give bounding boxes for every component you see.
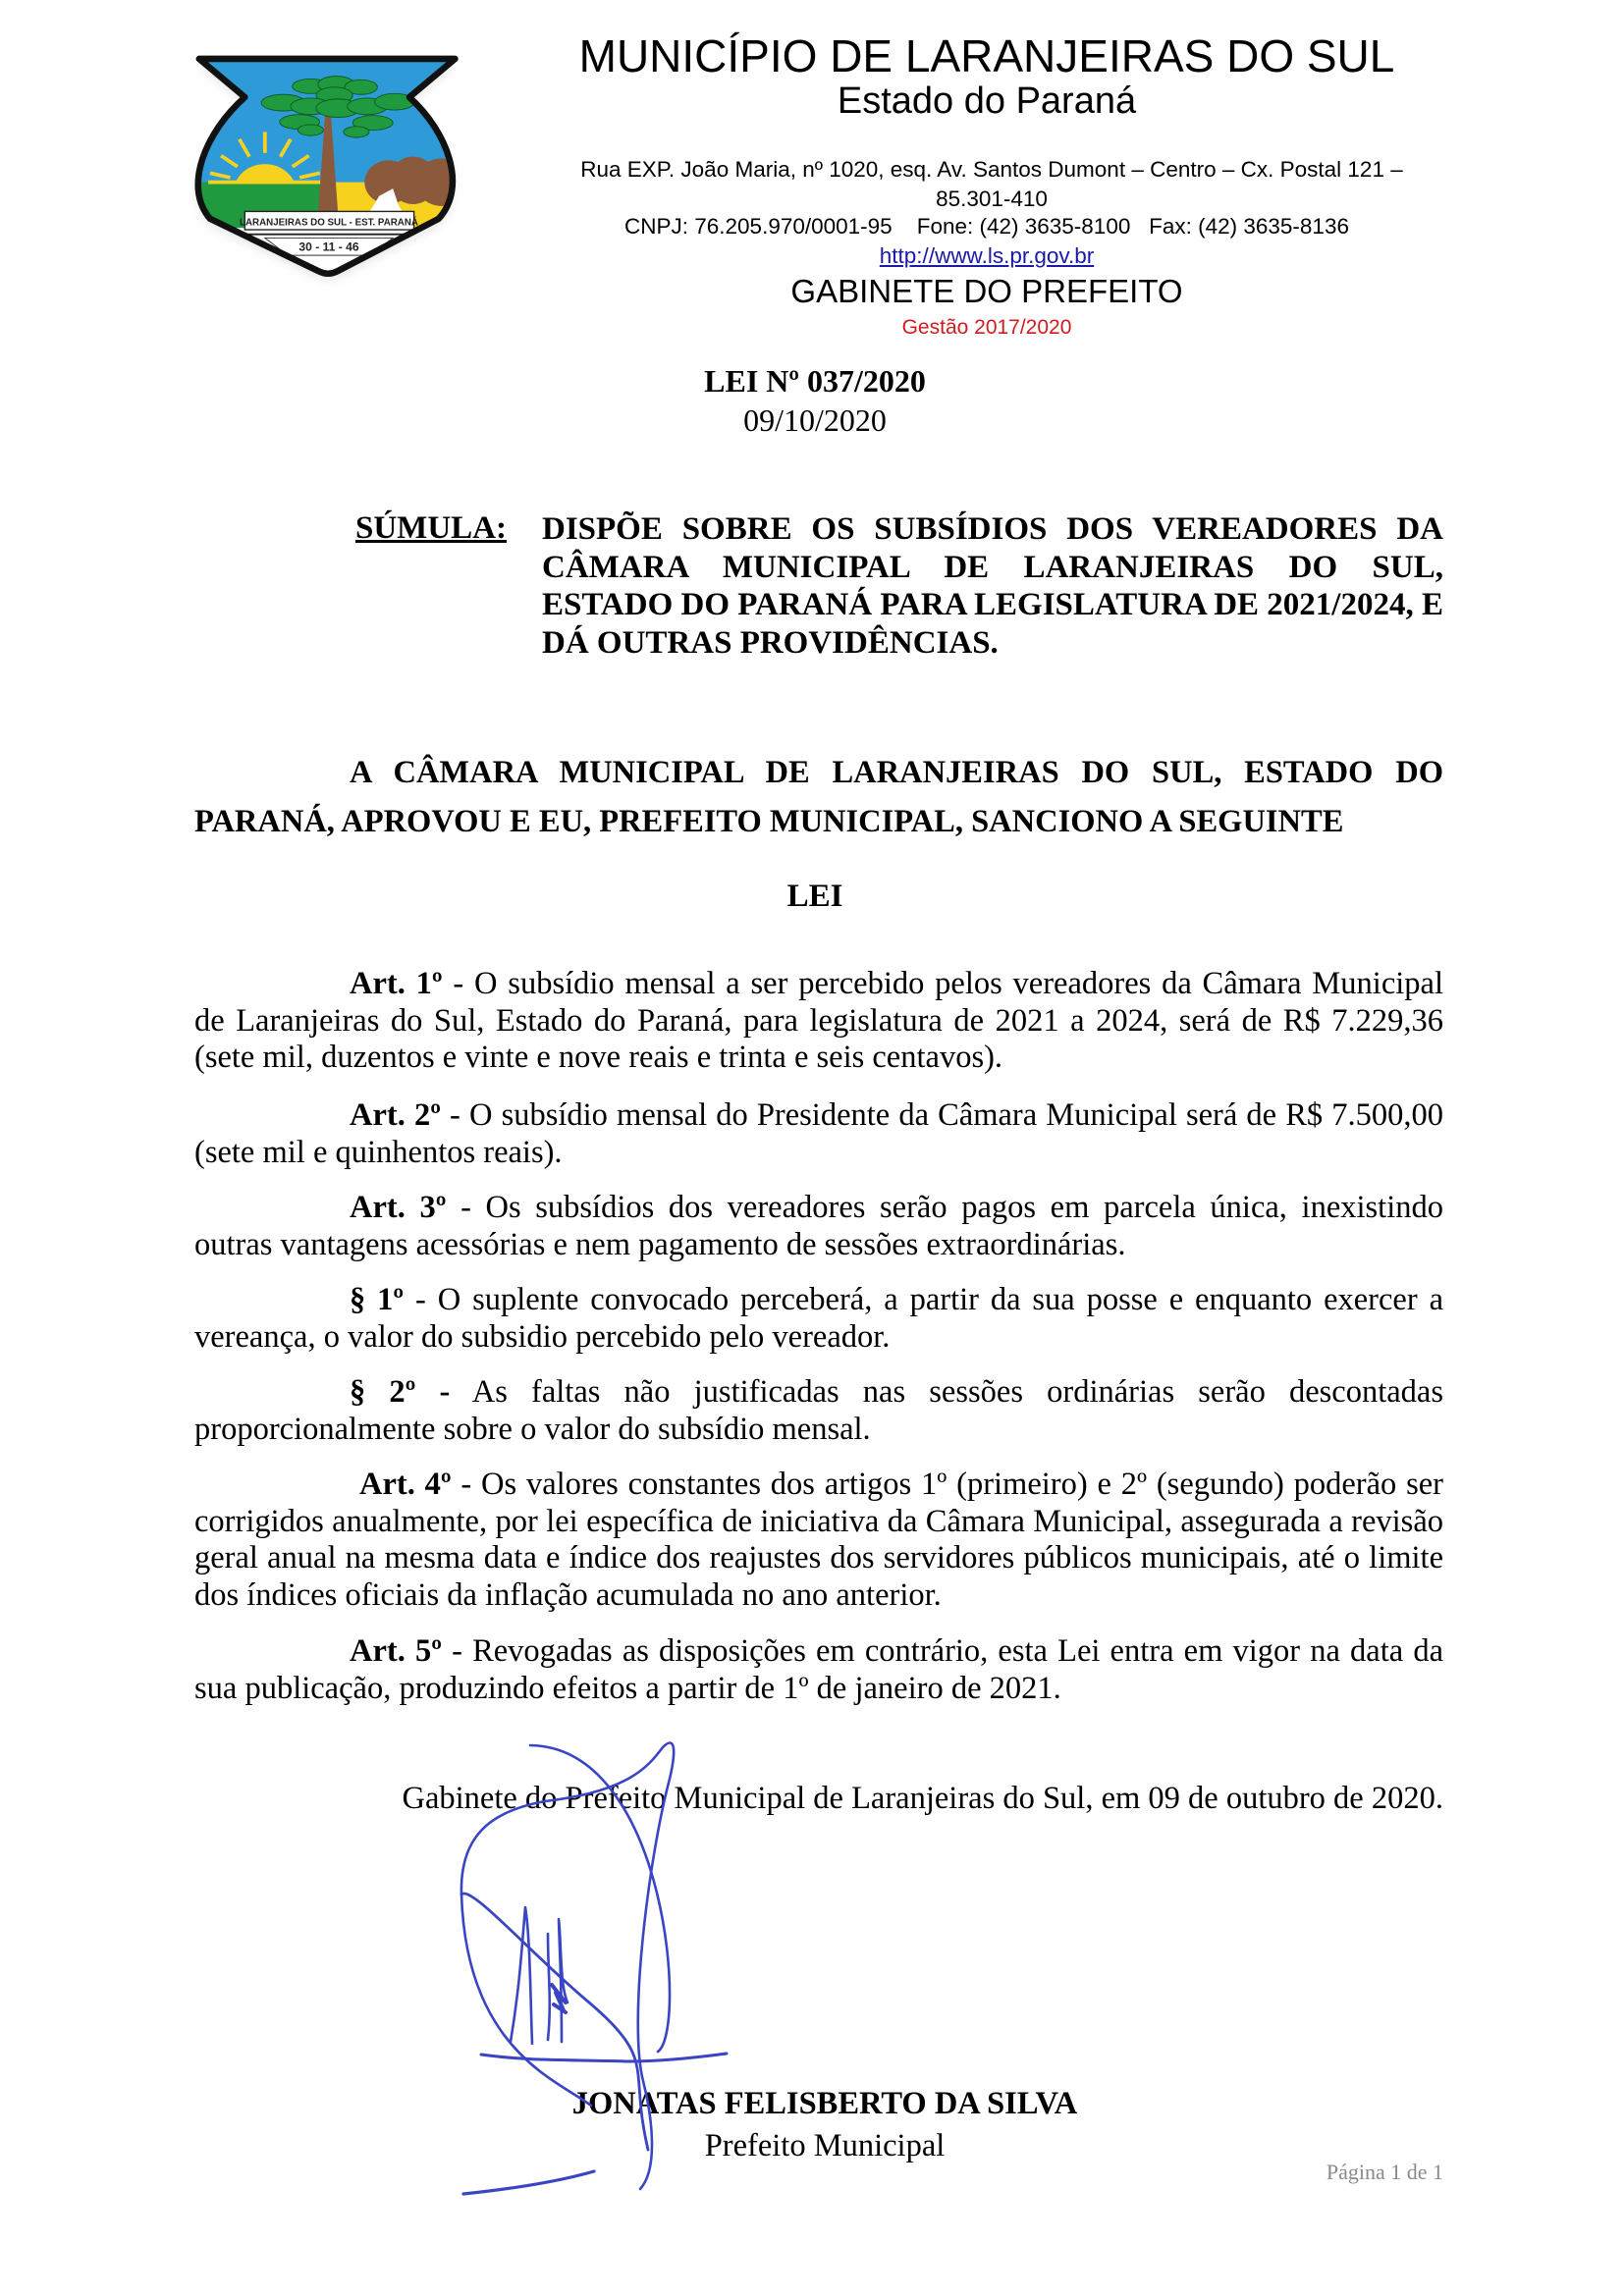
article-1 <box>194 966 1443 1077</box>
closing-statement: Gabinete do Prefeito Municipal de Laranjeiras do Sul, em 09 de outubro de 2020. <box>402 1781 1443 1816</box>
law-date: 09/10/2020 <box>743 402 887 438</box>
logo-banner-text: LARANJEIRAS DO SUL - EST. PARANÁ <box>240 217 418 229</box>
state-subtitle: Estado do Paraná <box>837 80 1137 122</box>
term-label: Gestão 2017/2020 <box>901 316 1072 339</box>
paragraph-label: § 2º - <box>350 1374 451 1410</box>
paragraph-2 <box>194 1374 1443 1448</box>
municipal-coat-of-arms-logo <box>167 31 491 296</box>
article-text: - Revogadas as disposições em contrário, esta Lei entra em vigor na data da sua publicação, produzindo efeitos a partir de 1º de janeiro de 2021. <box>194 1633 1443 1706</box>
law-number: LEI Nº 037/2020 <box>704 363 926 399</box>
website-link-text[interactable]: http://www.ls.pr.gov.br <box>879 243 1095 268</box>
website-link[interactable] <box>550 243 1424 269</box>
page-indicator: Página 1 de 1 <box>1326 2160 1443 2184</box>
office-title: GABINETE DO PREFEITO <box>790 273 1183 309</box>
preamble-text: A CÂMARA MUNICIPAL DE LARANJEIRAS DO SUL, ESTADO DO PARANÁ, APROVOU E EU, PREFEITO MUNICIPAL, SANCIONO A SEGUINTE <box>194 755 1443 839</box>
logo-founding-date: 30 - 11 - 46 <box>298 240 359 254</box>
paragraph-text: As faltas não justificadas nas sessões ordinárias serão descontadas proporcionalmente sobre o valor do subsídio mensal. <box>194 1374 1443 1447</box>
contact-line: CNPJ: 76.205.970/0001-95 Fone: (42) 3635-8100 Fax: (42) 3635-8136 <box>624 214 1349 239</box>
signer-name: JONATAS FELISBERTO DA SILVA <box>571 2086 1078 2121</box>
preamble <box>194 748 1443 846</box>
municipality-title: MUNICÍPIO DE LARANJEIRAS DO SUL <box>578 30 1395 81</box>
signer-role: Prefeito Municipal <box>704 2128 946 2163</box>
article-label: Art. 5º <box>350 1633 442 1669</box>
paragraph-text: - O suplente convocado perceberá, a partir da sua posse e enquanto exercer a vereança, o valor do subsidio percebido pelo vereador. <box>194 1282 1443 1355</box>
paragraph-label: § 1º <box>350 1282 405 1317</box>
article-5 <box>194 1633 1443 1707</box>
address-line: Rua EXP. João Maria, nº 1020, esq. Av. Santos Dumont – Centro – Cx. Postal 121 – 85.301-410 <box>580 157 1403 211</box>
sumula-label: SÚMULA: <box>355 510 507 546</box>
article-label: Art. 3º <box>350 1190 447 1225</box>
article-label: Art. 1º <box>350 966 443 1001</box>
sumula-text: DISPÕE SOBRE OS SUBSÍDIOS DOS VEREADORES DA CÂMARA MUNICIPAL DE LARANJEIRAS DO SUL, ESTADO DO PARANÁ PARA LEGISLATURA DE 2021/2024, E DÁ OUTRAS PROVIDÊNCIAS. <box>542 511 1443 661</box>
article-3 <box>194 1190 1443 1263</box>
article-text: - O subsídio mensal a ser percebido pelos vereadores da Câmara Municipal de Laranjeiras do Sul, Estado do Paraná, para legislatura de 2021 a 2024, será de R$ 7.229,36 (sete mil, duzentos e vinte e nove reais e trinta e seis centavos). <box>194 966 1443 1075</box>
article-text: - Os subsídios dos vereadores serão pagos em parcela única, inexistindo outras vantagens acessórias e nem pagamento de sessões extraordinárias. <box>194 1190 1443 1262</box>
article-label: Art. 2º <box>350 1097 441 1133</box>
article-text: - Os valores constantes dos artigos 1º (primeiro) e 2º (segundo) poderão ser corrigidos anualmente, por lei específica de iniciativa da Câmara Municipal, assegurada a revisão geral anual na mesma data e índice dos reajustes dos servidores públicos municipais, até o limite dos índices oficiais da inflação acumulada no ano anterior. <box>194 1467 1443 1613</box>
article-4 <box>194 1467 1443 1614</box>
article-text: - O subsídio mensal do Presidente da Câmara Municipal será de R$ 7.500,00 (sete mil e quinhentos reais). <box>194 1097 1443 1170</box>
lei-heading: LEI <box>786 879 843 914</box>
article-label: Art. 4º <box>359 1467 452 1502</box>
paragraph-1 <box>194 1282 1443 1356</box>
article-2 <box>194 1097 1443 1171</box>
